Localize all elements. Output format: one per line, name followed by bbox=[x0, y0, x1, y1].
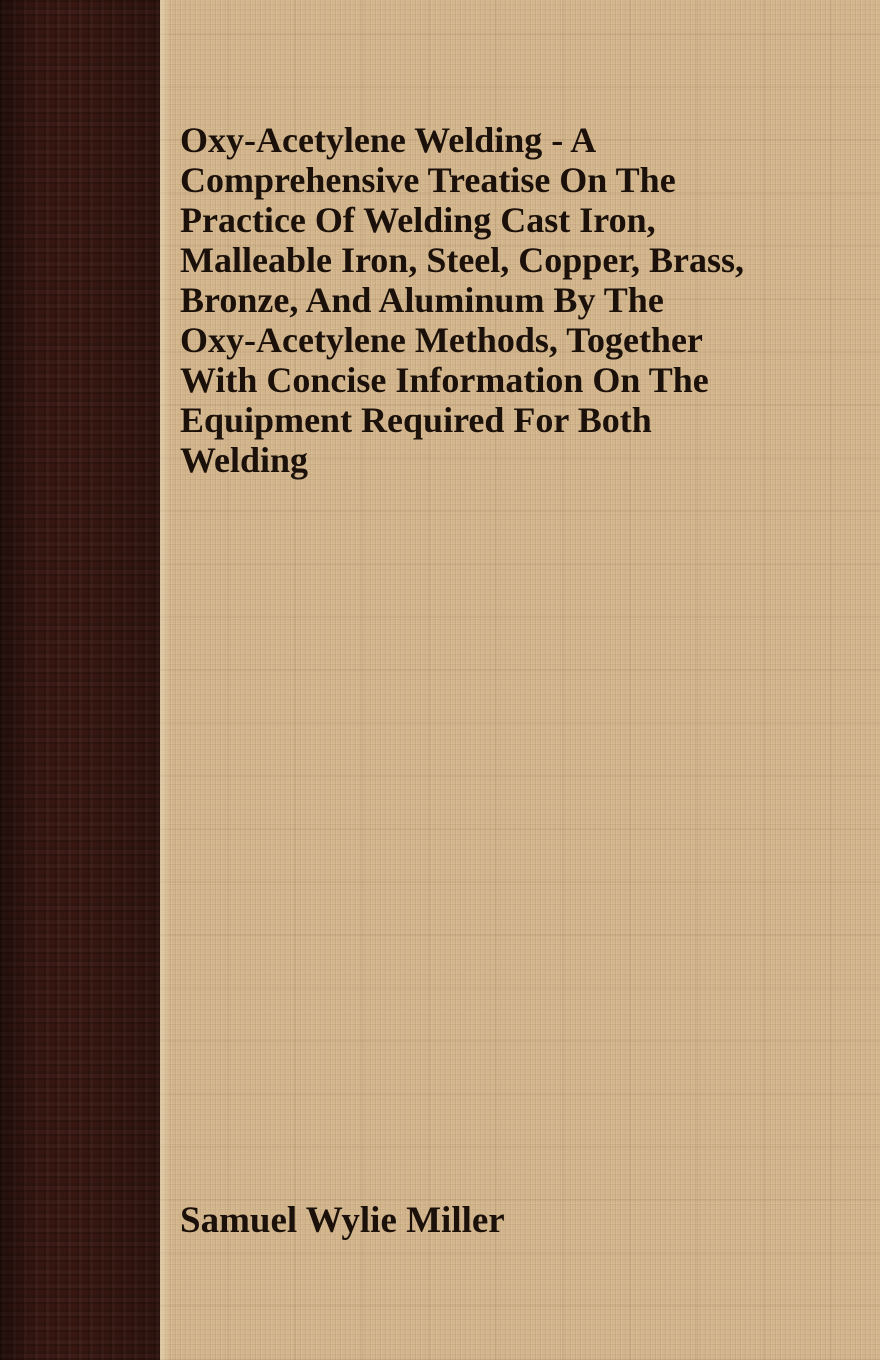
title-line-3: Practice Of Welding Cast Iron, bbox=[180, 200, 656, 240]
title-line-6: Oxy-Acetylene Methods, Together bbox=[180, 320, 703, 360]
title-line-7: With Concise Information On The bbox=[180, 360, 709, 400]
title-line-8: Equipment Required For Both bbox=[180, 400, 652, 440]
title-line-4: Malleable Iron, Steel, Copper, Brass, bbox=[180, 240, 744, 280]
book-front-cover bbox=[160, 0, 880, 1360]
book-author: Samuel Wylie Miller bbox=[180, 1200, 505, 1241]
book-spine bbox=[0, 0, 160, 1360]
title-line-5: Bronze, And Aluminum By The bbox=[180, 280, 664, 320]
title-line-1: Oxy-Acetylene Welding - A bbox=[180, 120, 597, 160]
book-title bbox=[180, 120, 840, 480]
title-line-9: Welding bbox=[180, 440, 309, 480]
title-line-2: Comprehensive Treatise On The bbox=[180, 160, 676, 200]
